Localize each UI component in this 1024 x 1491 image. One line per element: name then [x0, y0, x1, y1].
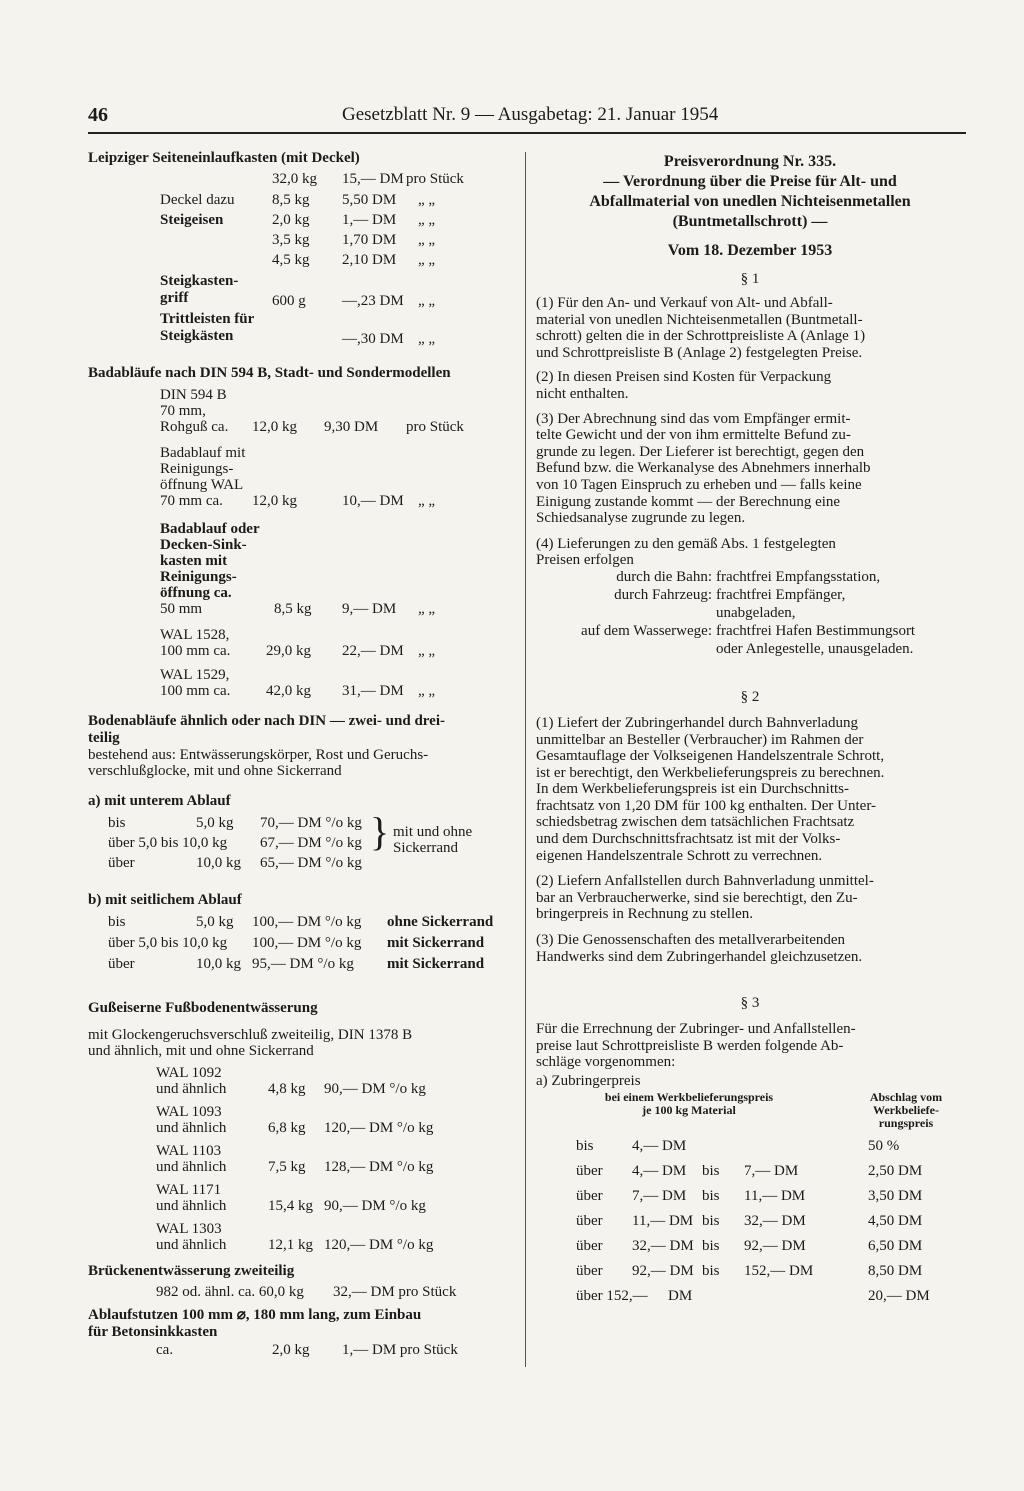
range: über: [108, 855, 135, 871]
item-name: und ähnlich: [156, 1198, 227, 1214]
weight: 6,8 kg: [268, 1120, 306, 1136]
item-name: Deckel dazu: [160, 192, 235, 208]
weight: 4,5 kg: [272, 252, 310, 268]
section-heading: Badabläufe nach DIN 594 B, Stadt- und Sondermodellen: [88, 365, 451, 381]
text-line: bar an Verbraucherwerke, sind sie berechtigt, den Zu-: [536, 889, 858, 906]
table-cell: 2,50 DM: [868, 1163, 923, 1179]
item-name: Rohguß ca.: [160, 419, 229, 435]
price-row: [88, 955, 516, 976]
paragraph: [536, 295, 964, 361]
item-name: Steigeisen: [160, 212, 224, 228]
table-cell: bis: [702, 1188, 720, 1204]
price-item: [88, 667, 516, 699]
term-label: durch Fahrzeug:: [614, 586, 712, 603]
item-name: öffnung WAL: [160, 477, 244, 493]
item-name: 100 mm ca.: [160, 683, 231, 699]
price: 32,— DM pro Stück: [333, 1284, 457, 1300]
table-cell: 32,— DM: [632, 1238, 694, 1254]
price: 15,— DM: [342, 171, 404, 187]
price: 120,— DM °/o kg: [324, 1237, 434, 1253]
text-line: material von unedlen Nichteisenmetallen (Buntmetall-: [536, 311, 863, 328]
column-divider: [525, 152, 526, 1367]
text-line: Schiedsanalyse zugrunde zu legen.: [536, 510, 746, 527]
table-cell: 92,— DM: [632, 1263, 694, 1279]
price-rows: [88, 170, 516, 271]
price-row: [88, 191, 516, 211]
table-cell: über: [576, 1263, 603, 1279]
item-name: WAL 1093: [156, 1104, 222, 1120]
item-name: Badablauf mit: [160, 445, 246, 461]
table-cell: 8,50 DM: [868, 1263, 923, 1279]
text-line: schläge vorgenommen:: [536, 1054, 676, 1071]
price: 2,10 DM: [342, 252, 397, 268]
section-bodenablaeufe: [88, 713, 516, 976]
table-header: [536, 1089, 964, 1131]
paragraph: [536, 411, 964, 527]
section-symbol: § 3: [740, 995, 760, 1012]
item-name: Reinigungs-: [160, 569, 237, 585]
price: 100,— DM °/o kg: [252, 914, 362, 930]
item-name: und ähnlich: [156, 1120, 227, 1136]
term-value: oder Anlegestelle, unausgeladen.: [716, 640, 914, 657]
subheading: a) Zubringerpreis: [536, 1073, 641, 1089]
section-bruecke: [88, 1263, 516, 1302]
weight: 3,5 kg: [272, 232, 310, 248]
table-cell: 7,— DM: [632, 1188, 687, 1204]
weight: 600 g: [272, 293, 306, 309]
item: 982 od. ähnl. ca. 60,0 kg: [156, 1284, 304, 1300]
text-line: ist er berechtigt, den Werkbelieferungspreis zu berechnen.: [536, 764, 885, 781]
item-name: 70 mm,: [160, 403, 206, 419]
item-name: DIN 594 B: [160, 387, 227, 403]
table-row: [536, 1187, 964, 1212]
weight: 5,0 kg: [196, 914, 234, 930]
price: 95,— DM °/o kg: [252, 956, 354, 972]
weight: 10,0 kg: [196, 956, 241, 972]
table-cell: bis: [702, 1263, 720, 1279]
paragraph: [536, 715, 964, 864]
brace: }: [370, 809, 390, 854]
table-cell: 6,50 DM: [868, 1238, 923, 1254]
note: Sickerrand: [393, 840, 458, 856]
weight: 4,8 kg: [268, 1081, 306, 1097]
price-block: [88, 387, 516, 699]
subheading: b) mit seitlichem Ablauf: [88, 892, 242, 908]
table-cell: 11,— DM: [632, 1213, 694, 1229]
item-name: öffnung ca.: [160, 585, 232, 601]
section-symbol: § 1: [740, 271, 760, 287]
range: bis: [108, 914, 126, 930]
weight: 29,0 kg: [266, 643, 311, 659]
price-item: [88, 387, 516, 435]
item-name: WAL 1528,: [160, 627, 230, 643]
table-row: [536, 1262, 964, 1287]
weight: 8,5 kg: [274, 601, 312, 617]
ordinance-subtitle: Abfallmaterial von unedlen Nichteisenmetallen: [589, 193, 911, 210]
price: 67,— DM °/o kg: [260, 835, 362, 851]
text-line: (2) Liefern Anfallstellen durch Bahnverladung unmittel-: [536, 873, 874, 890]
unit: pro Stück: [406, 419, 464, 435]
term-label: durch die Bahn:: [616, 568, 712, 585]
table-cell: bis: [702, 1213, 720, 1229]
price: 90,— DM °/o kg: [324, 1198, 426, 1214]
table-row: [536, 1137, 964, 1162]
table-cell: über: [576, 1238, 603, 1254]
a-table: [88, 809, 516, 874]
note: ohne Sickerrand: [387, 914, 494, 930]
column-header: Abschlag vom: [869, 1090, 943, 1104]
price-item: [88, 521, 516, 617]
section-fussboden: [88, 1000, 516, 1253]
item-name: 100 mm ca.: [160, 643, 231, 659]
price-item-griff: [88, 273, 516, 311]
text-line: (1) Liefert der Zubringerhandel durch Bahnverladung: [536, 714, 858, 731]
unit: „ „: [418, 493, 436, 509]
item: ca.: [156, 1342, 174, 1358]
price: —,23 DM: [342, 293, 404, 309]
price: 128,— DM °/o kg: [324, 1159, 434, 1175]
weight: 7,5 kg: [268, 1159, 306, 1175]
price-item: [88, 445, 516, 509]
paragraph: [536, 932, 964, 965]
price-row: [88, 251, 516, 271]
price: 31,— DM: [342, 683, 404, 699]
table-row: [536, 1287, 964, 1312]
description: und ähnlich, mit und ohne Sickerrand: [88, 1043, 314, 1059]
range: über: [108, 956, 135, 972]
b-rows: [88, 913, 516, 976]
fixture-item: [88, 1143, 516, 1175]
table-cell: bis: [702, 1238, 720, 1254]
price-row: [88, 170, 516, 191]
price-row: [88, 934, 516, 955]
price: 100,— DM °/o kg: [252, 935, 362, 951]
item-name: WAL 1303: [156, 1221, 222, 1237]
section-heading: Gußeiserne Fußbodenentwässerung: [88, 1000, 318, 1016]
item-name: und ähnlich: [156, 1159, 227, 1175]
weight: 32,0 kg: [272, 171, 317, 187]
range: über 5,0 bis 10,0 kg: [108, 935, 228, 951]
unit: „ „: [418, 331, 436, 347]
section-ablaufstutzen: [88, 1307, 516, 1360]
weight: 5,0 kg: [196, 815, 234, 831]
term-value: frachtfrei Hafen Bestimmungsort: [716, 622, 916, 639]
table-cell: 7,— DM: [744, 1163, 799, 1179]
text-line: schiedsbetrag zwischen dem tatsächlichen Frachtsatz: [536, 814, 855, 831]
section-heading: teilig: [88, 730, 120, 746]
paragraph: [536, 369, 964, 402]
item-name: Decken-Sink-: [160, 537, 247, 553]
fixture-item: [88, 1221, 516, 1253]
item-name: Reinigungs-: [160, 461, 234, 477]
table-cell: 4,— DM: [632, 1163, 687, 1179]
table-cell: 4,— DM: [632, 1138, 687, 1154]
items: [88, 1065, 516, 1253]
price-row: [88, 1341, 516, 1360]
text-line: Preisen erfolgen: [536, 552, 634, 569]
table-cell: 3,50 DM: [868, 1188, 923, 1204]
text-line: frachtsatz von 1,20 DM für 100 kg enthalten. Der Unter-: [536, 797, 877, 814]
item-name: kasten mit: [160, 553, 228, 569]
section-heading: Leipziger Seiteneinlaufkasten (mit Deckel): [88, 150, 360, 166]
term-value: unabgeladen,: [716, 604, 796, 621]
ordinance-title: Preisverordnung Nr. 335.: [663, 153, 837, 170]
fixture-item: [88, 1065, 516, 1097]
text-line: eigenen Handelszentrale Schrott zu verrechnen.: [536, 847, 823, 864]
weight: 8,5 kg: [272, 192, 310, 208]
text-line: Handwerks sind dem Zubringerhandel gleichzusetzen.: [536, 948, 863, 965]
item-name: griff: [160, 290, 189, 306]
header-rule: [88, 132, 966, 134]
text-line: Gesamtauflage der Volkseigenen Handelszentrale Schrott,: [536, 748, 885, 765]
page-title: Gesetzblatt Nr. 9 — Ausgabetag: 21. Januar 1954: [342, 104, 719, 125]
price: 1,70 DM: [342, 232, 397, 248]
right-column: [536, 150, 964, 1312]
price: 1,— DM pro Stück: [342, 1342, 458, 1358]
text-line: preise laut Schrottpreisliste B werden folgende Ab-: [536, 1037, 844, 1054]
unit: „ „: [418, 683, 436, 699]
fixture-item: [88, 1104, 516, 1136]
item-name: Steigkästen: [160, 328, 234, 344]
subheading: a) mit unterem Ablauf: [88, 793, 231, 809]
column-header: Werkbeliefe-: [873, 1103, 939, 1117]
unit: „ „: [418, 252, 436, 268]
table-row: [536, 1237, 964, 1262]
unit: „ „: [418, 601, 436, 617]
price: 70,— DM °/o kg: [260, 815, 362, 831]
table-cell: über: [576, 1213, 603, 1229]
item-name: WAL 1103: [156, 1143, 222, 1159]
weight: 2,0 kg: [272, 1342, 310, 1358]
section-heading: Ablaufstutzen 100 mm ⌀, 180 mm lang, zum Einbau: [88, 1307, 422, 1323]
price: 9,— DM: [342, 601, 397, 617]
text-line: (1) Für den An- und Verkauf von Alt- und Abfall-: [536, 295, 833, 311]
item-name: und ähnlich: [156, 1081, 227, 1097]
price-item: [88, 627, 516, 659]
weight: 42,0 kg: [266, 683, 311, 699]
text-line: schrott) gelten die in der Schrottpreisliste A (Anlage 1): [536, 328, 866, 345]
column-header: rungspreis: [878, 1116, 934, 1130]
price: 10,— DM: [342, 493, 404, 509]
text-line: grunde zu legen. Der Lieferer ist berechtigt, gegen den: [536, 443, 865, 460]
price: 9,30 DM: [324, 419, 379, 435]
table-cell: 20,— DM: [868, 1288, 930, 1304]
note: mit Sickerrand: [387, 935, 485, 951]
weight: 12,0 kg: [252, 493, 297, 509]
paragraph: [536, 1021, 964, 1071]
text-line: Für die Errechnung der Zubringer- und Anfallstellen-: [536, 1021, 856, 1038]
text-line: und Schrottpreisliste B (Anlage 2) festgelegten Preise.: [536, 344, 863, 361]
term-label: auf dem Wasserwege:: [581, 622, 712, 639]
column-header: je 100 kg Material: [642, 1103, 736, 1117]
note: mit Sickerrand: [387, 956, 485, 972]
table-cell: 152,— DM: [744, 1263, 814, 1279]
ordinance-subtitle: (Buntmetallschrott) —: [672, 213, 828, 230]
text-line: (3) Der Abrechnung sind das vom Empfänger ermit-: [536, 410, 851, 427]
weight: 12,0 kg: [252, 419, 297, 435]
table-cell: 50 %: [868, 1138, 900, 1154]
item-name: Steigkasten-: [160, 273, 239, 289]
page-number: 46: [88, 104, 108, 126]
range: bis: [108, 815, 126, 831]
left-column: [88, 150, 516, 1360]
price: 90,— DM °/o kg: [324, 1081, 426, 1097]
table-cell: über: [576, 1163, 603, 1179]
price: 5,50 DM: [342, 192, 397, 208]
section-heading: für Betonsinkkasten: [88, 1324, 218, 1340]
weight: 12,1 kg: [268, 1237, 313, 1253]
weight: 15,4 kg: [268, 1198, 313, 1214]
price-row: [88, 854, 516, 874]
table-row: [536, 1162, 964, 1187]
table-cell: 11,— DM: [744, 1188, 806, 1204]
section-heading: Brückenentwässerung zweiteilig: [88, 1263, 295, 1279]
note: mit und ohne: [393, 824, 473, 840]
item-name: 50 mm: [160, 601, 203, 617]
weight: 10,0 kg: [196, 855, 241, 871]
section-symbol: § 2: [740, 688, 760, 705]
delivery-terms: [536, 569, 964, 657]
table-cell: über 152,—: [576, 1288, 648, 1304]
unit: pro Stück: [406, 171, 464, 187]
item-name: Trittleisten für: [160, 311, 255, 327]
price-row: [88, 231, 516, 251]
text-line: unmittelbar an Besteller (Verbraucher) im Rahmen der: [536, 731, 864, 748]
fixture-item: [88, 1182, 516, 1214]
description: mit Glockengeruchsverschluß zweiteilig, DIN 1378 B: [88, 1027, 413, 1043]
text-line: In dem Werkbelieferungspreis ist ein Durchschnitts-: [536, 781, 850, 798]
ordinance-date: Vom 18. Dezember 1953: [667, 242, 833, 259]
description: bestehend aus: Entwässerungskörper, Rost und Geruchs-: [88, 747, 429, 763]
text-line: Einigung zustande kommt — der Berechnung eine: [536, 493, 841, 510]
item-name: Badablauf oder: [160, 521, 260, 537]
text-line: telte Gewicht und der von ihm ermittelte Befund zu-: [536, 427, 851, 444]
text-line: (4) Lieferungen zu den gemäß Abs. 1 festgelegten: [536, 535, 836, 552]
section-heading: Bodenabläufe ähnlich oder nach DIN — zwei- und drei-: [88, 713, 445, 729]
text-line: Befund bzw. die Werkanalyse des Abnehmers innerhalb: [536, 460, 871, 477]
text-line: bringerpreis in Rechnung zu stellen.: [536, 906, 754, 923]
item-name: 70 mm ca.: [160, 493, 223, 509]
range: über 5,0 bis 10,0 kg: [108, 835, 228, 851]
text-line: und dem Durchschnittsfrachtsatz ist mit der Volks-: [536, 831, 841, 848]
price: 120,— DM °/o kg: [324, 1120, 434, 1136]
unit: „ „: [418, 232, 436, 248]
column-header: bei einem Werkbelieferungspreis: [604, 1090, 774, 1104]
description: verschlußglocke, mit und ohne Sickerrand: [88, 763, 342, 779]
text-line: (2) In diesen Preisen sind Kosten für Verpackung: [536, 369, 832, 386]
unit: „ „: [418, 643, 436, 659]
table-cell: 4,50 DM: [868, 1213, 923, 1229]
price: —,30 DM: [342, 331, 404, 347]
unit: „ „: [418, 192, 436, 208]
table-cell: 92,— DM: [744, 1238, 806, 1254]
term-value: frachtfrei Empfangsstation,: [716, 568, 881, 585]
price: 1,— DM: [342, 212, 397, 228]
price: 65,— DM °/o kg: [260, 855, 362, 871]
weight: 2,0 kg: [272, 212, 310, 228]
ordinance-subtitle: — Verordnung über die Preise für Alt- und: [603, 173, 897, 190]
item-name: WAL 1171: [156, 1182, 222, 1198]
item-name: und ähnlich: [156, 1237, 227, 1253]
table-cell: DM: [668, 1288, 693, 1304]
price: 22,— DM: [342, 643, 404, 659]
table-row: [536, 1212, 964, 1237]
price-row: [88, 211, 516, 231]
price-item-trittleisten: [88, 311, 516, 349]
item-name: WAL 1092: [156, 1065, 222, 1081]
term-value: frachtfrei Empfänger,: [716, 586, 846, 603]
price-row: [88, 913, 516, 934]
table-cell: 32,— DM: [744, 1213, 806, 1229]
unit: „ „: [418, 293, 436, 309]
text-line: von 10 Tagen Einspruch zu erheben und — falls keine: [536, 476, 862, 493]
text-line: nicht enthalten.: [536, 385, 629, 402]
discount-table: [536, 1137, 964, 1312]
unit: „ „: [418, 212, 436, 228]
table-cell: bis: [576, 1138, 594, 1154]
price-row: [88, 1283, 516, 1302]
table-cell: bis: [702, 1163, 720, 1179]
page-header: [88, 104, 966, 132]
paragraph: [536, 536, 964, 569]
paragraph: [536, 873, 964, 923]
table-cell: über: [576, 1188, 603, 1204]
text-line: (3) Die Genossenschaften des metallverarbeitenden: [536, 932, 846, 949]
item-name: WAL 1529,: [160, 667, 230, 683]
